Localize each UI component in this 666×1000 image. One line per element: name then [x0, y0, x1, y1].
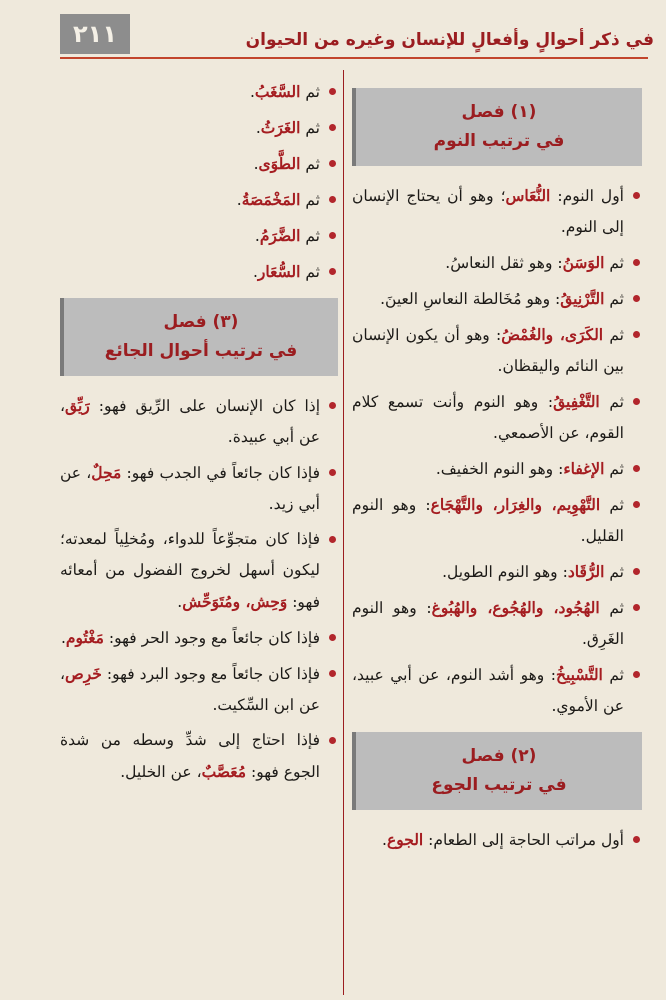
- running-header: في ذكر أحوالٍ وأفعالٍ للإنسان وغيره من الحيوان: [245, 30, 654, 50]
- list-item: ثم التَّرْنِيقُ: وهو مُخَالطة النعاسِ العينَ.: [352, 283, 642, 315]
- keyword: الوَسَنُ: [562, 253, 605, 272]
- list-item: فإذا كان جائعاً في الجدب فهو: مَحِلٌ، عن أبي زيد.: [60, 457, 338, 520]
- section-heading-hungry-states: [60, 298, 338, 376]
- keyword: مَحِلٌ: [91, 463, 122, 482]
- list-item: فإذا احتاج إلى شدِّ وسطه من شدة الجوع فهو: مُعَصَّبٌ، عن الخليل.: [60, 725, 338, 788]
- list-item: ثم السَّغَبُ.: [60, 76, 338, 108]
- list-item: ثم السُّعَار.: [60, 256, 338, 288]
- keyword: الرُّقَاد: [567, 562, 605, 581]
- keyword: السَّغَبُ: [254, 82, 301, 101]
- list-item: ثم الوَسَنُ: وهو ثقل النعاسُ.: [352, 247, 642, 279]
- list-item: ثم الهُجُود، والهُجُوع، والهُبُوغ: وهو النوم الغَرِق.: [352, 592, 642, 655]
- keyword: التَّسْبِيخُ: [555, 665, 603, 684]
- keyword: الطَّوَى: [258, 154, 301, 173]
- right-column: [352, 88, 642, 860]
- keyword: الضَّرَمُ: [259, 226, 301, 245]
- page-number: ٢١١: [60, 14, 130, 54]
- list-item: ثم الغَرَثُ.: [60, 112, 338, 144]
- section-title: (١) فصل: [461, 102, 537, 122]
- header-rule: [60, 57, 648, 59]
- list-item: أول النوم: النُّعَاس؛ وهو أن يحتاج الإنسان إلى النوم.: [352, 180, 642, 243]
- section-title: (٣) فصل: [163, 312, 239, 332]
- list-item: فإذا كان جائعاً مع وجود البرد فهو: خَرِص، عن ابن السِّكيت.: [60, 658, 338, 721]
- keyword: الجوع: [386, 830, 424, 849]
- keyword: رَيِّق: [65, 396, 90, 415]
- keyword: الكَرَى، والغُمْضُ: [501, 325, 604, 344]
- list-item: فإذا كان متجوِّعاً للدواء، ومُخلِياً لمعدته؛ ليكون أسهل لخروج الفضول من أمعائه فهو: وَحِش، ومُتَوَحِّش.: [60, 524, 338, 618]
- section-subtitle: في ترتيب النوم: [433, 131, 565, 151]
- keyword: الهُجُود، والهُجُوع، والهُبُوغ: [431, 598, 600, 617]
- section-subtitle: في ترتيب الجوع: [431, 775, 567, 795]
- list-item: ثم الكَرَى، والغُمْضُ: وهو أن يكون الإنسان بين النائم واليقظان.: [352, 319, 642, 382]
- section-heading-sleep: [352, 88, 642, 166]
- keyword: التَّرْنِيقُ: [560, 289, 605, 308]
- section-heading-hunger: [352, 732, 642, 810]
- section-subtitle: في ترتيب أحوال الجائع: [104, 341, 298, 361]
- keyword: النُّعَاس: [505, 186, 551, 205]
- keyword: مُعَصَّبٌ: [201, 762, 247, 781]
- keyword: وَحِش، ومُتَوَحِّش: [182, 592, 288, 611]
- list-item: ثم المَخْمَصَةُ.: [60, 184, 338, 216]
- left-column: [60, 76, 338, 792]
- keyword: مَغْتُوم: [65, 628, 104, 647]
- list-item: فإذا كان جائعاً مع وجود الحر فهو: مَغْتُوم.: [60, 622, 338, 654]
- list-item: ثم التَّسْبِيخُ: وهو أشد النوم، عن أبي عبيد، عن الأموي.: [352, 659, 642, 722]
- keyword: خَرِص: [65, 664, 102, 683]
- list-item: إذا كان الإنسان على الرِّيق فهو: رَيِّق، عن أبي عبيدة.: [60, 390, 338, 453]
- list-item: ثم الرُّقَاد: وهو النوم الطويل.: [352, 556, 642, 588]
- keyword: الإغفاء: [563, 459, 605, 478]
- list-item: ثم الإغفاء: وهو النوم الخفيف.: [352, 453, 642, 485]
- keyword: التَّغْفِيقُ: [553, 392, 600, 411]
- keyword: السُّعَار: [257, 262, 301, 281]
- list-item: ثم التَّهْوِيم، والغِرَار، والتَّهْجَاع: وهو النوم القليل.: [352, 489, 642, 552]
- list-item: ثم الضَّرَمُ.: [60, 220, 338, 252]
- keyword: التَّهْوِيم، والغِرَار، والتَّهْجَاع: [430, 495, 601, 514]
- list-item: ثم التَّغْفِيقُ: وهو النوم وأنت تسمع كلام القوم، عن الأصمعي.: [352, 386, 642, 449]
- keyword: المَخْمَصَةُ: [241, 190, 301, 209]
- section-title: (٢) فصل: [461, 746, 537, 766]
- keyword: الغَرَثُ: [260, 118, 301, 137]
- column-divider: [343, 70, 344, 995]
- list-item: أول مراتب الحاجة إلى الطعام: الجوع.: [352, 824, 642, 856]
- list-item: ثم الطَّوَى.: [60, 148, 338, 180]
